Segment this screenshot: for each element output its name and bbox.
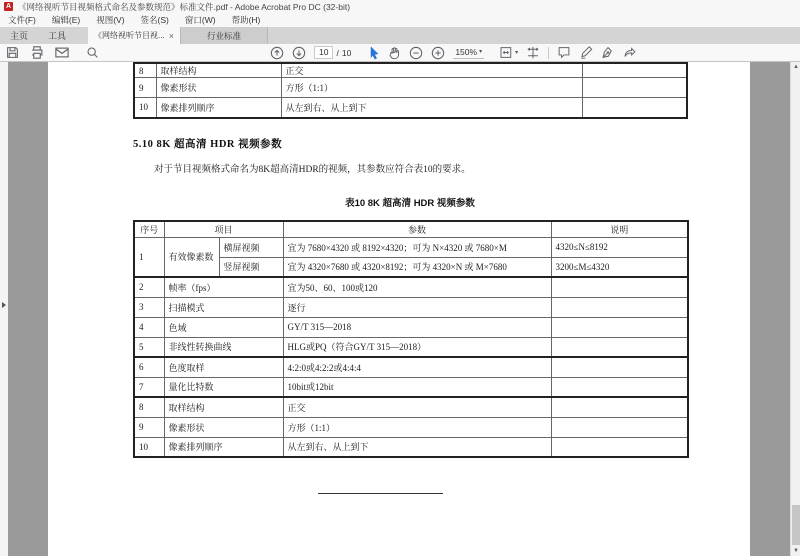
cell-note [551,337,688,357]
cell-num: 4 [134,317,164,337]
cell-num: 2 [134,277,164,297]
header-item: 项目 [164,221,283,237]
footnote-divider [318,493,443,494]
cell-note [551,297,688,317]
zoom-level-dropdown[interactable] [453,47,484,59]
next-page-button[interactable] [292,45,306,61]
save-button[interactable] [6,45,19,61]
tab-document-inactive[interactable] [180,27,268,44]
menu-bar [0,13,800,27]
tab-bar [0,27,800,44]
cell-param: 从左到右、从上到下 [281,98,582,118]
window-title: 《网络视听节目视频格式命名及参数规范》标准文件.pdf - Adobe Acrobat Pro DC (32-bit) [18,1,351,12]
print-button[interactable] [30,45,44,61]
hand-icon [388,46,401,60]
fit-page-dropdown[interactable] [500,45,518,61]
cell-note [551,357,688,377]
tab-tools[interactable]: 工具 [48,31,67,41]
plus-circle-icon [431,46,445,60]
section-heading: 5.10 8K 超高清 HDR 视频参数 [133,139,283,150]
table-row [134,98,687,118]
cell-param: HLG或PQ（符合GY/T 315—2018） [283,337,551,357]
share-button[interactable] [623,45,637,61]
cell-param: 方形（1:1） [281,78,582,98]
page-divider: / [336,47,339,58]
previous-table-partial [133,62,688,119]
zoom-out-button[interactable] [409,45,423,61]
cell-note [551,417,688,437]
table-row [134,78,687,98]
minus-circle-icon [409,46,423,60]
cell-orient: 竖屏视频 [219,257,283,277]
page-number-input[interactable]: 10 [314,46,333,59]
arrow-down-circle-icon [292,46,306,60]
table-caption: 表10 8K 超高清 HDR 视频参数 [345,198,475,209]
search-button[interactable] [86,45,99,61]
cell-num: 6 [134,357,164,377]
menu-edit[interactable]: 编辑(E) [51,15,81,25]
table-row [134,397,688,417]
cell-param: 10bit或12bit [283,377,551,397]
cell-num: 3 [134,297,164,317]
table-row [134,297,688,317]
toolbar-divider [548,47,549,59]
cell-note: 4320≤N≤8192 [551,237,688,257]
table-row [134,437,688,457]
share-arrow-icon [623,46,637,59]
tab-document-active[interactable] [88,27,180,44]
scrollbar-thumb[interactable] [792,505,800,545]
cursor-arrow-icon [369,46,380,60]
tab-second-label: 行业标准 [207,30,242,41]
zoom-level-value: 150% [455,46,478,57]
cell-num: 5 [134,337,164,357]
table-row [134,337,688,357]
chevron-down-icon: ▾ [479,49,483,55]
scroll-up-icon[interactable]: ▲ [793,64,799,70]
cell-item: 像素形状 [164,417,283,437]
cell-param: 正交 [281,63,582,78]
cell-item: 色度取样 [164,357,283,377]
pdf-page [48,62,750,556]
fit-page-icon [500,46,515,59]
cell-num: 1 [134,237,164,277]
vertical-scrollbar[interactable] [790,62,800,556]
cell-item: 像素形状 [156,78,281,98]
table-header-row [134,221,688,237]
cell-param: 宜为 4320×7680 或 4320×8192；可为 4320×N 或 M×7680 [283,257,551,277]
cell-note [551,317,688,337]
cell-note: 3200≤M≤4320 [551,257,688,277]
cell-note [582,78,687,98]
document-canvas [0,62,800,556]
cell-item: 色域 [164,317,283,337]
cell-param: 方形（1:1） [283,417,551,437]
cell-item: 扫描模式 [164,297,283,317]
fit-width-button[interactable] [526,45,540,61]
sign-button[interactable] [579,45,593,61]
cell-param: 4:2:0或4:2:2或4:4:4 [283,357,551,377]
cell-note [551,397,688,417]
cell-param: 宜为50、60、100或120 [283,277,551,297]
chevron-down-icon: ▾ [515,50,519,56]
main-table [133,220,689,458]
fit-width-icon [526,46,540,59]
comment-button[interactable] [557,45,571,61]
cell-num: 10 [134,98,156,118]
select-tool-button[interactable] [369,45,380,61]
pen-nib-icon [601,46,615,59]
email-button[interactable] [55,45,69,61]
table-row [134,357,688,377]
title-bar [0,0,800,13]
expand-pane-icon[interactable] [2,302,6,308]
cell-num: 9 [134,417,164,437]
cell-num: 8 [134,63,156,78]
main-toolbar [0,44,800,62]
scroll-down-icon[interactable]: ▼ [793,548,799,554]
header-note: 说明 [551,221,688,237]
cell-item: 有效像素数 [164,237,219,277]
cell-orient: 横屏视频 [219,237,283,257]
menu-view[interactable]: 视图(V) [96,15,125,25]
cell-item: 非线性转换曲线 [164,337,283,357]
cell-item: 像素排列顺序 [156,98,281,118]
cell-param: 正交 [283,397,551,417]
cell-item: 取样结构 [164,397,283,417]
print-icon [30,46,44,59]
header-num: 序号 [134,221,164,237]
cell-param: GY/T 315—2018 [283,317,551,337]
cell-num: 8 [134,397,164,417]
search-icon [86,46,99,59]
menu-file[interactable]: 文件(F) [8,15,36,25]
cell-note [551,277,688,297]
table-row [134,417,688,437]
cell-item: 帧率（fps） [164,277,283,297]
cell-param: 宜为 7680×4320 或 8192×4320；可为 N×4320 或 7680×M [283,237,551,257]
cell-note [551,437,688,457]
cell-num: 10 [134,437,164,457]
page-indicator [314,46,351,59]
cell-item: 像素排列顺序 [164,437,283,457]
table-row [134,237,688,257]
previous-page-button[interactable] [270,45,284,61]
navigation-pane-collapsed[interactable] [0,62,8,556]
cell-item: 取样结构 [156,63,281,78]
cell-param: 逐行 [283,297,551,317]
menu-sign[interactable]: 签名(S) [140,15,169,25]
table-row [134,277,688,297]
table-row [134,317,688,337]
cell-param: 从左到右、从上到下 [283,437,551,457]
arrow-up-circle-icon [270,46,284,60]
comment-bubble-icon [557,46,571,59]
acrobat-app-icon: A [5,3,12,10]
cell-note [582,63,687,78]
cell-note [582,98,687,118]
header-param: 参数 [283,221,551,237]
table-row [134,63,687,78]
tab-document-label: 《网络视听节目视... [94,31,165,40]
envelope-icon [55,47,69,58]
menu-window[interactable]: 窗口(W) [184,15,216,25]
cell-num: 7 [134,377,164,397]
tab-home[interactable]: 主页 [10,31,29,41]
menu-help[interactable]: 帮助(H) [231,15,261,25]
save-icon [6,46,19,59]
page-total: 10 [341,47,352,58]
tab-close-icon[interactable]: × [168,30,175,41]
zoom-in-button[interactable] [431,45,445,61]
cell-item: 量化比特数 [164,377,283,397]
body-paragraph: 对于节目视频格式命名为8K超高清HDR的视频，其参数应符合表10的要求。 [154,165,471,175]
hand-tool-button[interactable] [388,45,401,61]
cell-num: 9 [134,78,156,98]
cell-note [551,377,688,397]
table-row [134,377,688,397]
pencil-icon [579,46,593,59]
fill-sign-button[interactable] [601,45,615,61]
